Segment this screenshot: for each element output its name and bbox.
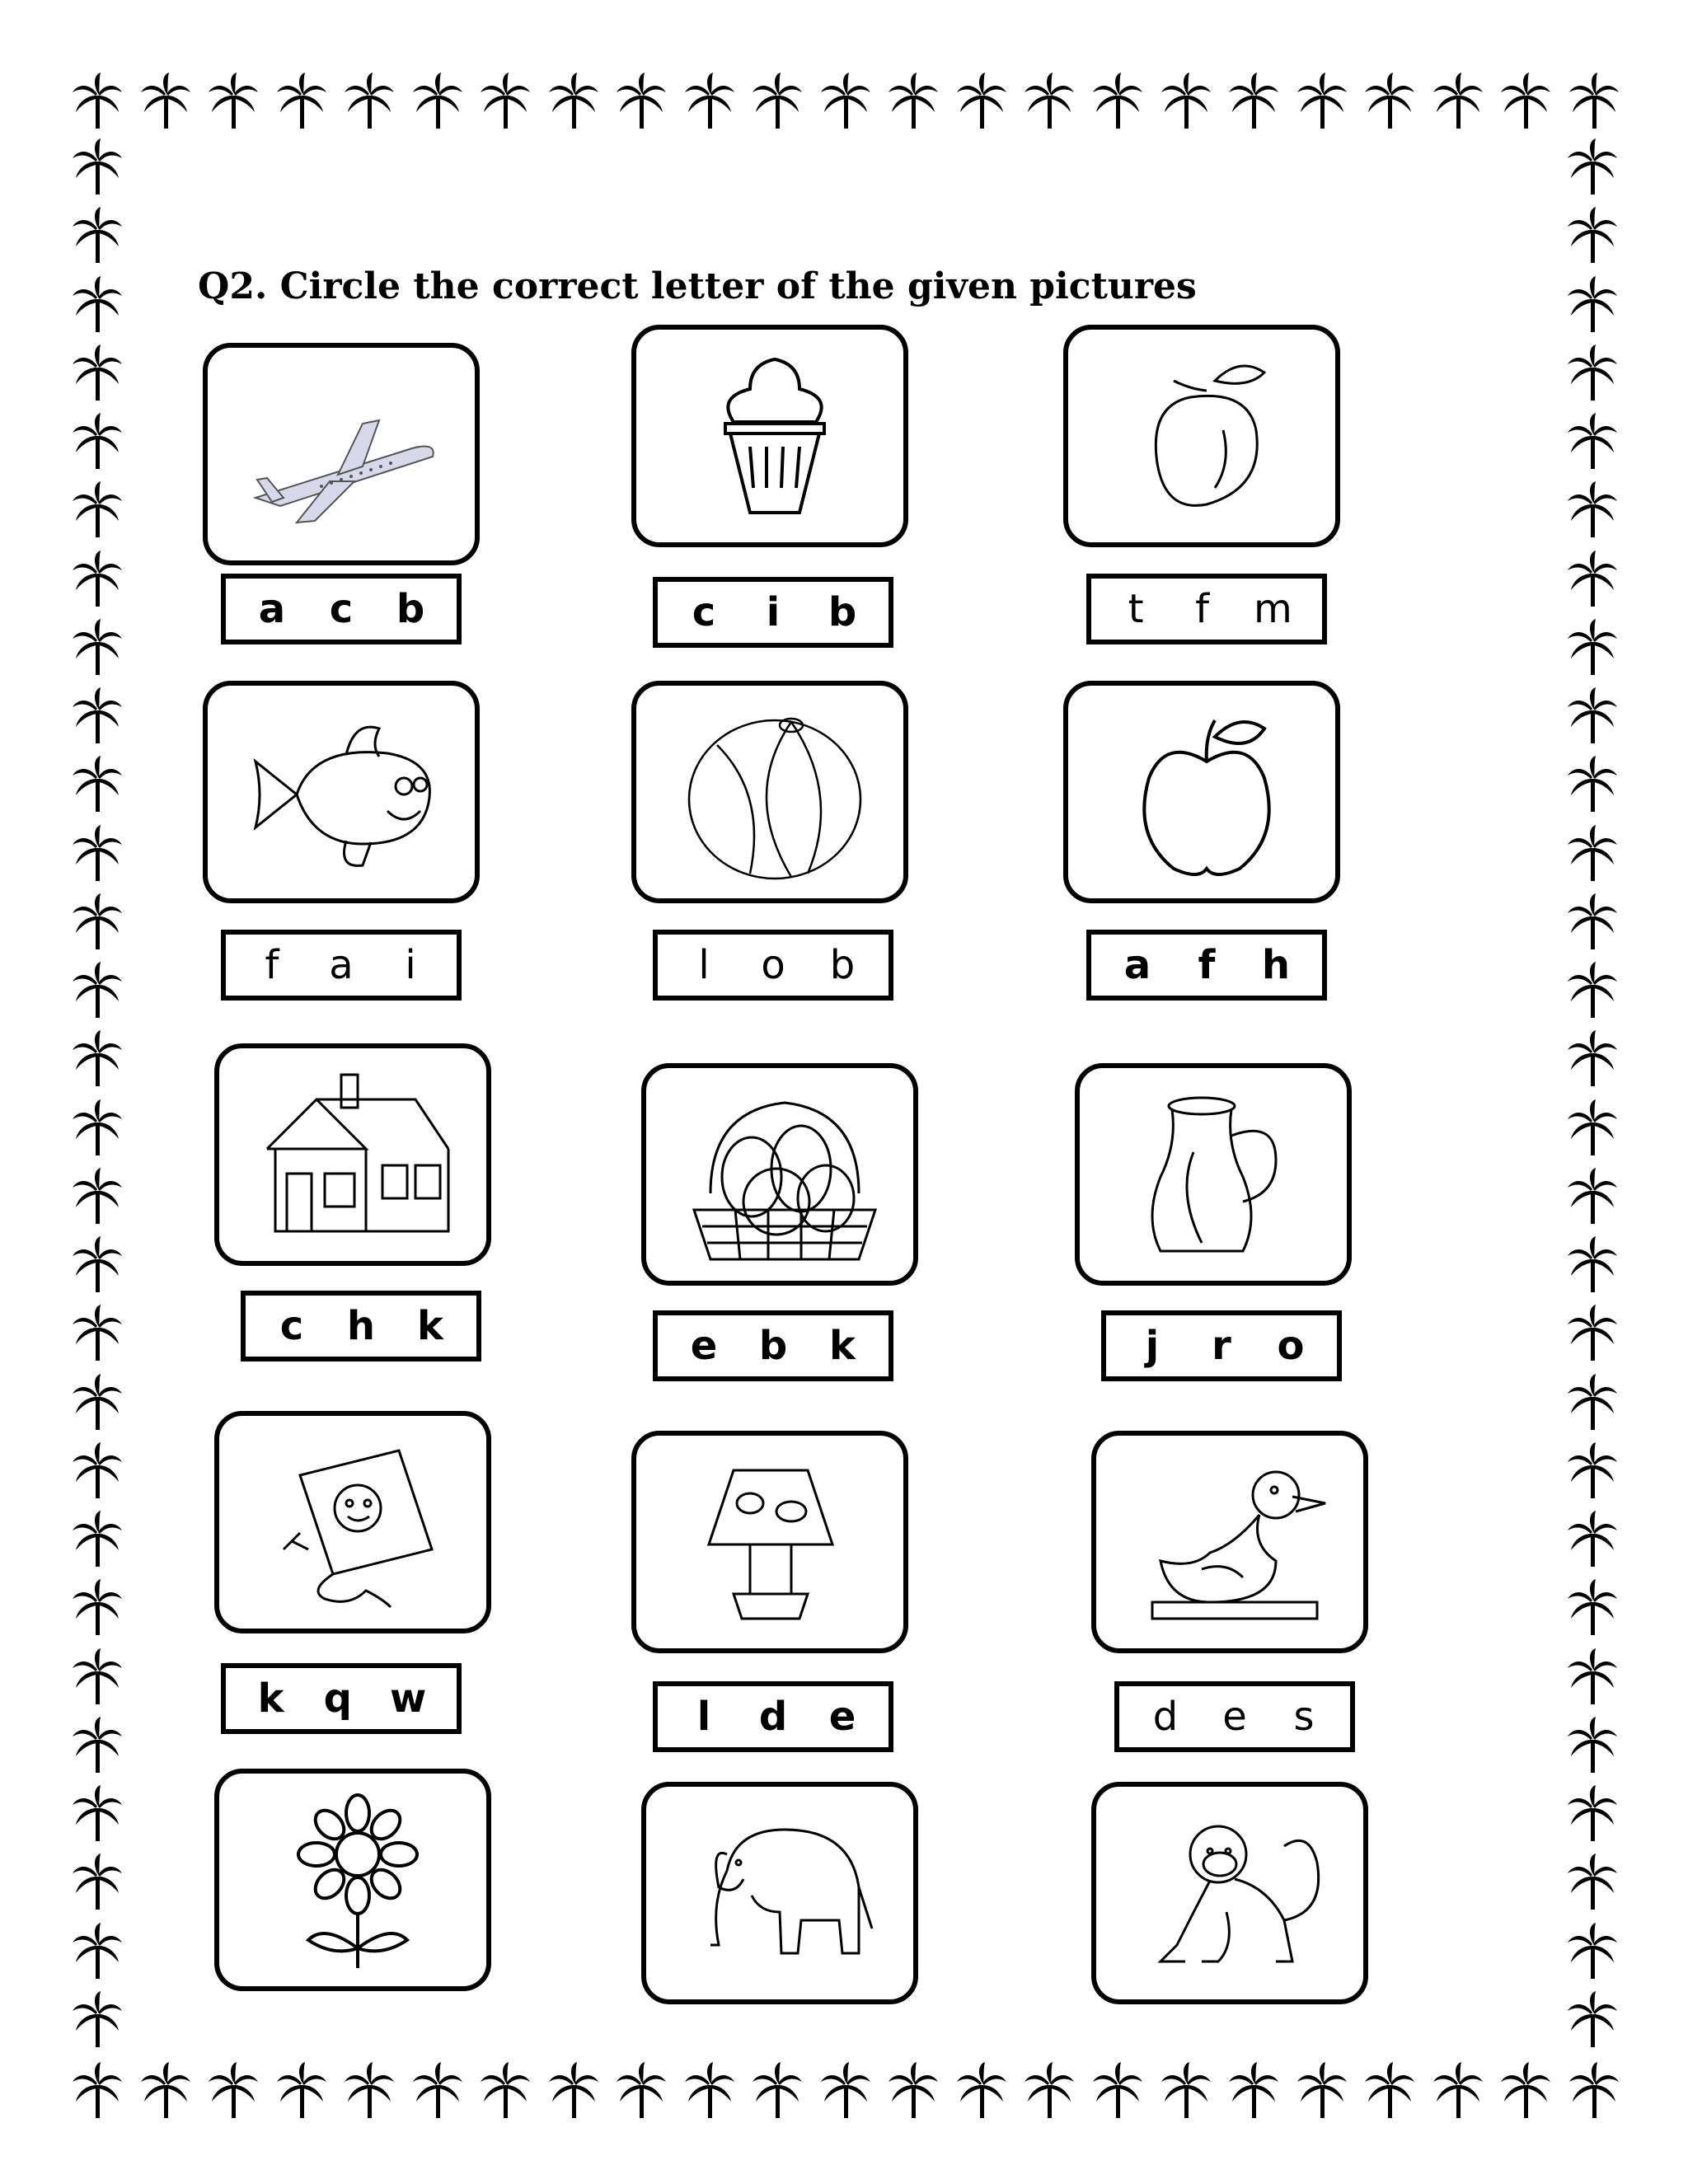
picture-card-fish: [203, 681, 480, 903]
letter-option[interactable]: k: [257, 1675, 284, 1722]
palm-border-top: [71, 71, 1620, 130]
palm-tree-icon: [547, 2060, 600, 2120]
letter-option[interactable]: h: [346, 1303, 376, 1349]
letter-choices-airplane: [221, 574, 462, 644]
letter-option[interactable]: q: [323, 1675, 352, 1722]
duck-icon: [1128, 1454, 1342, 1635]
palm-tree-icon: [275, 71, 328, 130]
letter-option[interactable]: m: [1254, 586, 1292, 632]
palm-tree-icon: [1023, 2060, 1076, 2120]
palm-tree-icon: [71, 411, 124, 471]
palm-tree-icon: [71, 1029, 124, 1088]
palm-tree-icon: [71, 1647, 124, 1706]
palm-tree-icon: [71, 960, 124, 1019]
letter-choices-mango: [1086, 574, 1327, 644]
palm-tree-icon: [1566, 1647, 1619, 1706]
palm-tree-icon: [1566, 892, 1619, 951]
lamp-icon: [668, 1454, 882, 1635]
picture-card-lamp: [631, 1431, 908, 1653]
palm-tree-icon: [207, 2060, 260, 2120]
palm-tree-icon: [71, 1852, 124, 1911]
picture-card-jug: [1075, 1063, 1352, 1286]
palm-tree-icon: [71, 1990, 124, 2049]
palm-tree-icon: [887, 2060, 940, 2120]
letter-choices-apple: [1086, 930, 1327, 1001]
palm-tree-icon: [1566, 1715, 1619, 1774]
palm-tree-icon: [1499, 71, 1552, 130]
letter-choices-ice-cream: [653, 577, 893, 648]
palm-tree-icon: [1566, 1921, 1619, 1980]
letter-choices-ball: [653, 930, 893, 1001]
palm-tree-icon: [71, 686, 124, 745]
letter-option[interactable]: b: [829, 942, 856, 988]
letter-option[interactable]: k: [417, 1303, 443, 1349]
letter-option[interactable]: c: [692, 589, 716, 635]
palm-tree-icon: [1566, 205, 1619, 265]
palm-tree-icon: [71, 2060, 124, 2120]
palm-tree-icon: [547, 71, 600, 130]
palm-tree-icon: [479, 71, 532, 130]
palm-tree-icon: [1227, 71, 1280, 130]
palm-tree-icon: [1568, 71, 1620, 130]
letter-option[interactable]: b: [828, 589, 857, 635]
palm-tree-icon: [1568, 2060, 1620, 2120]
palm-tree-icon: [275, 2060, 328, 2120]
letter-option[interactable]: i: [766, 589, 781, 635]
ice-cream-icon: [668, 348, 882, 529]
picture-card-ice-cream: [631, 325, 908, 547]
palm-tree-icon: [1566, 480, 1619, 539]
palm-tree-icon: [1566, 549, 1619, 608]
flower-icon: [251, 1792, 465, 1973]
palm-tree-icon: [819, 2060, 872, 2120]
palm-tree-icon: [71, 1921, 124, 1980]
palm-tree-icon: [1566, 1235, 1619, 1294]
palm-tree-icon: [1160, 2060, 1212, 2120]
palm-tree-icon: [1566, 686, 1619, 745]
palm-tree-icon: [1566, 1029, 1619, 1088]
elephant-icon: [678, 1805, 892, 1986]
palm-tree-icon: [1363, 71, 1416, 130]
picture-card-apple: [1063, 681, 1340, 903]
palm-tree-icon: [343, 71, 396, 130]
palm-tree-icon: [1160, 71, 1212, 130]
palm-tree-icon: [71, 137, 124, 196]
palm-tree-icon: [71, 754, 124, 813]
palm-tree-icon: [1566, 960, 1619, 1019]
palm-tree-icon: [1566, 1577, 1619, 1637]
palm-tree-icon: [683, 2060, 736, 2120]
letter-option[interactable]: c: [279, 1303, 304, 1349]
palm-tree-icon: [71, 1166, 124, 1226]
letter-option[interactable]: a: [329, 942, 354, 988]
palm-tree-icon: [1566, 617, 1619, 677]
palm-tree-icon: [887, 71, 940, 130]
letter-option[interactable]: a: [258, 586, 286, 632]
picture-card-flower: [214, 1769, 491, 1991]
palm-tree-icon: [139, 71, 192, 130]
palm-tree-icon: [343, 2060, 396, 2120]
monkey-icon: [1128, 1805, 1342, 1986]
palm-tree-icon: [1363, 2060, 1416, 2120]
kite-icon: [251, 1434, 465, 1615]
letter-choices-lamp: [653, 1681, 893, 1752]
jug-icon: [1111, 1086, 1325, 1268]
palm-tree-icon: [1091, 2060, 1144, 2120]
letter-choices-house: [241, 1291, 481, 1361]
letter-option[interactable]: o: [761, 942, 785, 988]
palm-border-bottom: [71, 2060, 1620, 2120]
palm-tree-icon: [1566, 1303, 1619, 1362]
palm-tree-icon: [1566, 1441, 1619, 1500]
letter-choices-duck: [1114, 1681, 1355, 1752]
palm-tree-icon: [71, 1372, 124, 1432]
letter-option[interactable]: r: [1212, 1323, 1231, 1369]
palm-tree-icon: [139, 2060, 192, 2120]
letter-option[interactable]: b: [396, 586, 425, 632]
palm-tree-icon: [71, 274, 124, 334]
palm-tree-icon: [71, 1098, 124, 1157]
palm-tree-icon: [71, 205, 124, 265]
palm-tree-icon: [71, 1235, 124, 1294]
palm-tree-icon: [1499, 2060, 1552, 2120]
palm-tree-icon: [71, 480, 124, 539]
picture-card-ball: [631, 681, 908, 903]
letter-option[interactable]: e: [690, 1323, 718, 1369]
palm-tree-icon: [751, 71, 804, 130]
letter-option[interactable]: e: [1222, 1694, 1247, 1740]
letter-choices-eggs: [653, 1310, 893, 1381]
palm-tree-icon: [1566, 411, 1619, 471]
letter-option[interactable]: l: [696, 1694, 711, 1740]
letter-option[interactable]: h: [1261, 942, 1291, 988]
palm-tree-icon: [207, 71, 260, 130]
palm-tree-icon: [1566, 823, 1619, 883]
palm-tree-icon: [1566, 754, 1619, 813]
palm-tree-icon: [1091, 71, 1144, 130]
letter-option[interactable]: f: [1198, 942, 1216, 988]
palm-tree-icon: [71, 1441, 124, 1500]
letter-option[interactable]: k: [829, 1323, 856, 1369]
palm-border-left: [71, 137, 124, 2049]
palm-border-right: [1566, 137, 1619, 2049]
palm-tree-icon: [71, 1303, 124, 1362]
picture-card-airplane: [203, 343, 480, 565]
picture-card-mango: [1063, 325, 1340, 547]
letter-option[interactable]: b: [758, 1323, 788, 1369]
letter-choices-fish: [221, 930, 462, 1001]
palm-tree-icon: [71, 343, 124, 402]
letter-option[interactable]: s: [1293, 1694, 1315, 1740]
palm-tree-icon: [955, 71, 1008, 130]
apple-icon: [1100, 704, 1314, 885]
palm-tree-icon: [71, 617, 124, 677]
letter-option[interactable]: d: [1152, 1694, 1179, 1740]
palm-tree-icon: [1566, 1852, 1619, 1911]
letter-option[interactable]: f: [1195, 586, 1210, 632]
palm-tree-icon: [615, 2060, 668, 2120]
palm-tree-icon: [71, 892, 124, 951]
letter-option[interactable]: o: [1277, 1323, 1305, 1369]
palm-tree-icon: [71, 1509, 124, 1568]
palm-tree-icon: [1296, 71, 1348, 130]
palm-tree-icon: [479, 2060, 532, 2120]
letter-choices-jug: [1101, 1310, 1342, 1381]
palm-tree-icon: [1296, 2060, 1348, 2120]
palm-tree-icon: [751, 2060, 804, 2120]
palm-tree-icon: [1227, 2060, 1280, 2120]
palm-tree-icon: [71, 823, 124, 883]
picture-card-house: [214, 1043, 491, 1266]
house-icon: [251, 1066, 465, 1248]
letter-option[interactable]: i: [405, 942, 416, 988]
picture-card-monkey: [1091, 1782, 1368, 2004]
fish-icon: [239, 704, 453, 885]
letter-option[interactable]: e: [828, 1694, 856, 1740]
palm-tree-icon: [1566, 1509, 1619, 1568]
palm-tree-icon: [1432, 2060, 1484, 2120]
palm-tree-icon: [1566, 274, 1619, 334]
ball-icon: [668, 704, 882, 885]
letter-choices-kite: [221, 1663, 462, 1734]
palm-tree-icon: [1566, 1372, 1619, 1432]
eggs-basket-icon: [678, 1086, 892, 1268]
mango-icon: [1100, 348, 1314, 529]
letter-option[interactable]: f: [265, 942, 279, 988]
palm-tree-icon: [819, 71, 872, 130]
letter-option[interactable]: j: [1145, 1323, 1160, 1369]
palm-tree-icon: [955, 2060, 1008, 2120]
palm-tree-icon: [1432, 71, 1484, 130]
palm-tree-icon: [71, 71, 124, 130]
letter-option[interactable]: c: [329, 586, 354, 632]
palm-tree-icon: [411, 2060, 464, 2120]
letter-option[interactable]: d: [758, 1694, 788, 1740]
letter-option[interactable]: a: [1123, 942, 1151, 988]
palm-tree-icon: [1023, 71, 1076, 130]
palm-tree-icon: [71, 1715, 124, 1774]
palm-tree-icon: [1566, 1098, 1619, 1157]
palm-tree-icon: [1566, 1990, 1619, 2049]
palm-tree-icon: [71, 1577, 124, 1637]
letter-option[interactable]: l: [698, 942, 710, 988]
picture-card-duck: [1091, 1431, 1368, 1653]
palm-tree-icon: [1566, 1783, 1619, 1843]
palm-tree-icon: [411, 71, 464, 130]
picture-card-eggs: [641, 1063, 918, 1286]
palm-tree-icon: [683, 71, 736, 130]
picture-card-kite: [214, 1411, 491, 1633]
letter-option[interactable]: w: [390, 1675, 427, 1722]
palm-tree-icon: [615, 71, 668, 130]
picture-card-elephant: [641, 1782, 918, 2004]
question-title: Q2. Circle the correct letter of the given pictures: [198, 265, 1197, 307]
palm-tree-icon: [1566, 1166, 1619, 1226]
palm-tree-icon: [1566, 343, 1619, 402]
palm-tree-icon: [71, 549, 124, 608]
airplane-icon: [239, 366, 453, 547]
palm-tree-icon: [1566, 137, 1619, 196]
palm-tree-icon: [71, 1783, 124, 1843]
letter-option[interactable]: t: [1128, 586, 1144, 632]
